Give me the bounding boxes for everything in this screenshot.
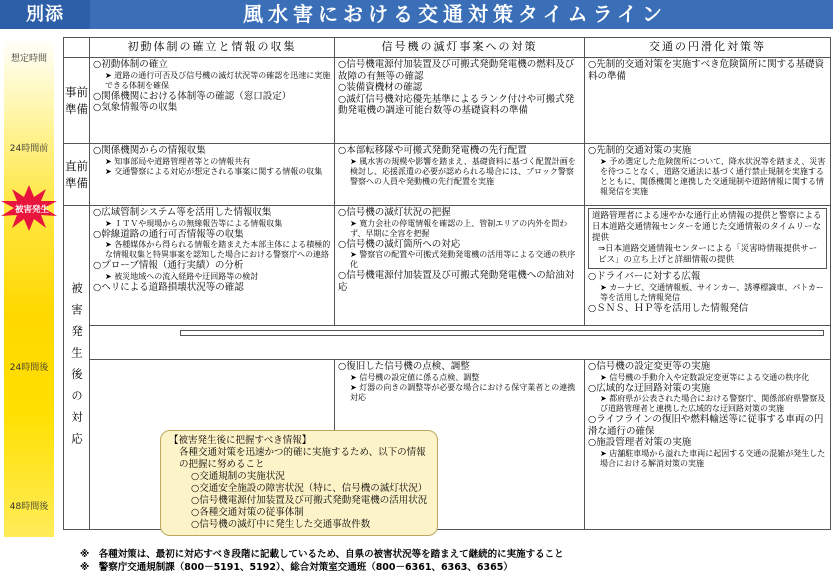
cell-pre-c1: [90, 58, 335, 144]
text: ➤ 店舗駐車場から溢れた車両に起因する交通の混雑が発生した場合における解消対策の実施: [600, 448, 826, 468]
text: ➤ 各種媒体から得られる情報を踏まえた本部主体による積極的な情報収集と特異事案を認知した場合における警察庁への連絡: [105, 240, 331, 259]
text: ○信号機の滅灯状況の把握: [338, 207, 451, 218]
text: ➤ 寛力会社の停電情報を確認の上、管制エリアの内外を問わず、早期に全容を把握: [350, 218, 568, 238]
col-header-initial: 初動体制の確立と情報の収集: [90, 38, 335, 58]
text: ➤ 信号機の手動介入や定数設定変更等による交通の秩序化: [600, 372, 810, 382]
footnote: ※ 各種対策は、最初に対応すべき段階に記載しているため、自県の被害状況等を踏まえて継続的に実施すること: [80, 549, 564, 560]
text: ○滅灯信号機対応優先基準によるランク付けや可搬式発動発電機の調達可能台数等の基礎資料の準備: [338, 93, 575, 116]
cell-pre-c3: [585, 58, 831, 144]
info-item: ○信号機電源付加装置及び可搬式発動発電機の活用状況: [191, 495, 428, 506]
text: ➤ カーナビ、交通情報板、サインカー、誘導標識車、パトカー等を活用した情報発信: [600, 282, 824, 302]
info-item: ○交通規制の実施状況: [191, 471, 285, 482]
text: ○先制的交通対策の実施: [588, 145, 692, 156]
phase-after: 被害発生後の対応: [64, 206, 90, 530]
road-info-box: [588, 208, 827, 269]
attachment-tag: 別添: [0, 0, 90, 29]
text: ⇒日本道路交通情報センターによる「災害時情報提供サービス」の立ち上げと詳細情報の提供: [598, 244, 818, 265]
label-assumed-time: 想定時間: [10, 54, 47, 64]
label-disaster: 被害発生: [14, 205, 49, 215]
footnote: ※ 警察庁交通規制課（800－5191、5192）、総合対策室交通班（800－6361、6363、6365）: [80, 562, 513, 573]
text: ○ドライバーに対する広報: [588, 271, 701, 282]
timeline-bar: [4, 37, 54, 537]
label-24h-after: 24時間後: [9, 363, 49, 373]
cell-jb-c3: [585, 144, 831, 206]
label-24h-before: 24時間前: [9, 144, 49, 154]
phase-just-before: 直前準備: [64, 144, 90, 206]
cell-after-c2: [335, 206, 585, 326]
text: ○広域的な迂回路対策の実施: [588, 382, 711, 394]
text: ○施設管理者対策の実施: [588, 437, 692, 448]
text: ○本部転移隊や可搬式発動発電機の先行配置: [338, 145, 527, 156]
col-header-traffic: 交通の円滑化対策等: [585, 38, 831, 58]
support-request-box: [180, 330, 824, 336]
cell-pre-c2: [335, 58, 585, 144]
text: ➤ 都府県が公表された場合における警察庁、関係部府県警察及び道路管理者と連携した広域的な迂回路対策の実施: [600, 394, 826, 413]
phase-pre-prep: 事前準備: [64, 58, 90, 144]
text: ○ライフラインの復旧や燃料輸送等に従事する車両の円滑な通行の確保: [588, 414, 824, 437]
info-lead: 各種交通対策を迅速かつ的確に実施するため、以下の情報の把握に努めること: [179, 447, 426, 470]
cell-jb-c1: [90, 144, 335, 206]
text: ➤ 警察官の配置や可搬式発動発電機の活用等による交通の秩序化: [350, 250, 576, 269]
text: ○信号機の設定変更等の実施: [588, 361, 711, 372]
text: ➤ 風水害の規模や影響を踏まえ、基礎資料に基づく配置計画を検討し、応援派遣の必要が認められる場合には、ブロック警察警察への人員や発動機の先行配置を実施: [350, 156, 576, 186]
cell-jb-c2: [335, 144, 585, 206]
text: ○ＳＮＳ、ＨＰ等を活用した情報発信: [588, 302, 749, 314]
text: ○広域管制システム等を活用した情報収集: [93, 207, 272, 218]
text: ○関係機関からの情報収集: [93, 145, 206, 156]
cell-after2-c3: [585, 360, 831, 530]
text: ➤ 被災地域への流入経路や迂回路等の検討: [105, 271, 259, 281]
text: ○信号機電源付加装置及び可搬式発動発電機の燃料及び故障の有無等の確認: [338, 59, 575, 82]
text: ○ヘリによる道路損壊状況等の確認: [93, 281, 244, 293]
info-item: ○交通安全施設の障害状況（特に、信号機の滅灯状況）: [191, 483, 428, 494]
cell-after-c3: [585, 206, 831, 326]
text: ○信号機の滅灯箇所への対応: [338, 238, 461, 250]
header-corner: [64, 38, 90, 58]
text: ➤ 道路の通行可否及び信号機の滅灯状況等の確認を迅速に実施できる体制を確保: [105, 70, 331, 90]
text: ○幹線道路の通行可否情報等の収集: [93, 228, 244, 240]
timeline: [4, 37, 54, 537]
text: ➤ 知事部局や道路管理者等との情報共有: [105, 156, 251, 166]
text: ○関係機関における体制等の確認（窓口設定）: [93, 90, 292, 102]
text: ➤ ＩＴＶや現場からの無線報告等による情報収集: [105, 218, 283, 228]
text: ○信号機電源付加装置及び可搬式発動発電機への給油対応: [338, 270, 575, 293]
header-bar: [0, 0, 833, 29]
col-header-signal: 信号機の滅灯事案への対策: [335, 38, 585, 58]
text: 道路管理者による速やかな通行止め情報の提供と警察による日本道路交通情報センターを通じた交通情報のタイムリーな提供: [592, 211, 822, 243]
info-item: ○信号機の滅灯中に発生した交通事故件数: [191, 519, 371, 530]
text: ○装備資機材の確認: [338, 82, 423, 93]
text: ○先制的交通対策を実施すべき危険箇所に関する基礎資料の準備: [588, 59, 825, 82]
text: ➤ 交通警察による対応が想定される事案に関する情報の収集: [105, 166, 323, 176]
text: ○初動体制の確立: [93, 59, 168, 70]
text: ○気象情報等の収集: [93, 102, 178, 113]
cell-after-c1: [90, 206, 335, 326]
text: ○復旧した信号機の点検、調整: [338, 361, 470, 372]
text: ➤ 予め選定した危険箇所について、降水状況等を踏まえ、災害を待つことなく、道路交通法に基づく通行禁止規制を実施するとともに、関係機関と連携した交通規制や道路情報に関する情報発信を実施: [600, 156, 826, 196]
text: ➤ 灯器の向きの調整等が必要な場合における保守業者との連携対応: [350, 382, 576, 402]
footnotes: [80, 548, 820, 574]
info-box: [160, 430, 438, 536]
info-title: 【被害発生後に把握すべき情報】: [169, 435, 312, 446]
cell-support: [90, 326, 831, 360]
text: ○プローブ情報（通行実績）の分析: [93, 260, 244, 271]
label-48h-after: 48時間後: [9, 502, 49, 512]
info-item: ○各種交通対策の従事体制: [191, 507, 304, 518]
page-title: 風水害における交通対策タイムライン: [243, 2, 667, 26]
text: ➤ 信号機の設定値に係る点検、調整: [350, 372, 480, 382]
